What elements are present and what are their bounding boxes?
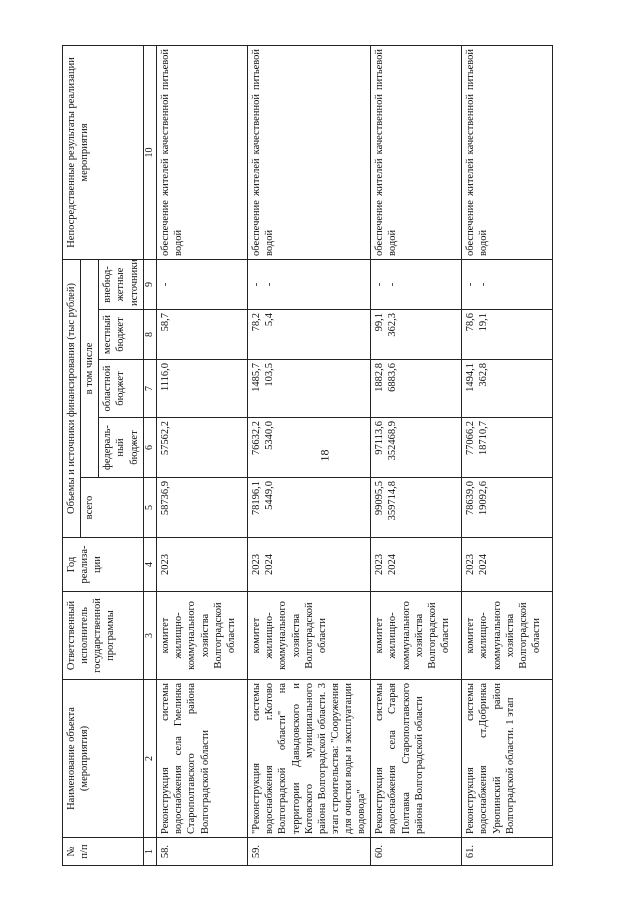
header-federal: федераль-ный бюджет bbox=[99, 418, 143, 478]
total-values bbox=[371, 478, 462, 538]
table-row bbox=[462, 45, 553, 865]
extra-budget-values bbox=[248, 259, 371, 309]
result-text: обеспечение жителей качественной питьевой водой bbox=[248, 45, 371, 259]
object-name: "Реконструкция системы водоснабжения г.Котово Волгоградской области" на территории Давыдовского и Котовского муниципального района Волгоградской области. 3 этап строительства: "Сооружения для очистки воды и эксплуатации водовода" bbox=[248, 680, 371, 838]
extra-budget-value: - bbox=[264, 282, 276, 287]
row-number: 61. bbox=[462, 838, 553, 866]
regional-value: 103,5 bbox=[264, 363, 276, 387]
regional-value: 6883,6 bbox=[387, 363, 399, 392]
federal-value: 352468,9 bbox=[387, 421, 399, 461]
regional-values bbox=[157, 360, 248, 418]
year-values bbox=[157, 538, 248, 592]
federal-values bbox=[157, 418, 248, 478]
total-value: 19092,6 bbox=[478, 481, 490, 516]
table-row bbox=[157, 45, 248, 865]
funding-table bbox=[62, 45, 553, 866]
col-index: 6 bbox=[143, 418, 157, 478]
extra-budget-value: - bbox=[251, 282, 263, 287]
header-funding: Объемы и источники финансирования (тыс рублей) bbox=[63, 259, 81, 537]
local-value: 5,4 bbox=[264, 313, 276, 327]
result-text: обеспечение жителей качественной питьевой водой bbox=[462, 45, 553, 259]
responsible-executor: комитет жилищно-коммунального хозяйства Волгоградской области bbox=[371, 592, 462, 680]
header-year: Год реализа-ции bbox=[63, 538, 144, 592]
total-values bbox=[462, 478, 553, 538]
col-index: 2 bbox=[143, 680, 157, 838]
col-index: 3 bbox=[143, 592, 157, 680]
year-values bbox=[462, 538, 553, 592]
total-value: 58736,9 bbox=[160, 481, 172, 516]
local-value: 99,1 bbox=[374, 313, 386, 332]
responsible-executor: комитет жилищно-коммунального хозяйства Волгоградской области bbox=[157, 592, 248, 680]
col-index: 10 bbox=[143, 45, 157, 259]
federal-value: 77066,2 bbox=[465, 421, 477, 456]
total-value: 99095,5 bbox=[374, 481, 386, 516]
federal-values bbox=[248, 418, 371, 478]
local-value: 362,3 bbox=[387, 313, 399, 337]
total-values bbox=[248, 478, 371, 538]
page-number: 18 bbox=[317, 449, 332, 462]
federal-value: 57562,2 bbox=[160, 421, 172, 456]
local-values bbox=[371, 310, 462, 360]
total-value: 5449,0 bbox=[264, 481, 276, 510]
extra-budget-value: - bbox=[160, 282, 172, 287]
federal-value: 76632,2 bbox=[251, 421, 263, 456]
year-value: 2023 bbox=[374, 554, 386, 575]
regional-value: 362,8 bbox=[478, 363, 490, 387]
object-name: Реконструкция системы водоснабжения села Старая Полтавка Старополтавского района Волгоградской области bbox=[371, 680, 462, 838]
header-local: местный бюджет bbox=[99, 310, 143, 360]
federal-values bbox=[371, 418, 462, 478]
column-index-row bbox=[143, 45, 157, 865]
regional-values bbox=[462, 360, 553, 418]
total-value: 359714,8 bbox=[387, 481, 399, 521]
local-value: 78,2 bbox=[251, 313, 263, 332]
year-value: 2023 bbox=[160, 554, 172, 575]
header-results: Непосредственные результаты реализации мероприятия bbox=[63, 45, 144, 259]
total-values bbox=[157, 478, 248, 538]
extra-budget-value: - bbox=[465, 282, 477, 287]
regional-value: 1485,7 bbox=[251, 363, 263, 392]
regional-values bbox=[248, 360, 371, 418]
col-index: 9 bbox=[143, 259, 157, 309]
federal-value: 5340,0 bbox=[264, 421, 276, 450]
header-name: Наименование объекта (мероприятия) bbox=[63, 680, 144, 838]
local-values bbox=[248, 310, 371, 360]
total-value: 78639,0 bbox=[465, 481, 477, 516]
year-value: 2024 bbox=[387, 554, 399, 575]
row-number: 60. bbox=[371, 838, 462, 866]
col-index: 1 bbox=[143, 838, 157, 866]
table-body bbox=[157, 45, 553, 865]
responsible-executor: комитет жилищно-коммунального хозяйства Волгоградской области bbox=[248, 592, 371, 680]
regional-values bbox=[371, 360, 462, 418]
federal-value: 97113,6 bbox=[374, 421, 386, 455]
year-value: 2024 bbox=[264, 554, 276, 575]
table-row bbox=[371, 45, 462, 865]
regional-value: 1116,0 bbox=[160, 363, 172, 392]
col-index: 8 bbox=[143, 310, 157, 360]
col-index: 7 bbox=[143, 360, 157, 418]
year-value: 2023 bbox=[251, 554, 263, 575]
year-values bbox=[371, 538, 462, 592]
extra-budget-values bbox=[157, 259, 248, 309]
header-regional: областной бюджет bbox=[99, 360, 143, 418]
year-value: 2023 bbox=[465, 554, 477, 575]
table-row bbox=[248, 45, 371, 865]
col-index: 5 bbox=[143, 478, 157, 538]
regional-value: 1882,8 bbox=[374, 363, 386, 392]
local-values bbox=[462, 310, 553, 360]
local-values bbox=[157, 310, 248, 360]
header-including: в том числе bbox=[81, 259, 99, 477]
header-executor: Ответственный исполнитель государственной программы bbox=[63, 592, 144, 680]
rotated-page bbox=[62, 46, 622, 866]
col-index: 4 bbox=[143, 538, 157, 592]
result-text: обеспечение жителей качественной питьевой водой bbox=[371, 45, 462, 259]
object-name: Реконструкция системы водоснабжения ст.Добринка Урюпинский район Волгоградской области. 1 этап bbox=[462, 680, 553, 838]
year-values bbox=[248, 538, 371, 592]
local-value: 78,6 bbox=[465, 313, 477, 332]
extra-budget-values bbox=[462, 259, 553, 309]
federal-values bbox=[462, 418, 553, 478]
extra-budget-value: - bbox=[387, 282, 399, 287]
extra-budget-values bbox=[371, 259, 462, 309]
header-total: всего bbox=[81, 478, 144, 538]
local-value: 19,1 bbox=[478, 313, 490, 332]
federal-value: 18710,7 bbox=[478, 421, 490, 456]
local-value: 58,7 bbox=[160, 313, 172, 332]
header-extra: внебюд-жетные источники bbox=[99, 259, 143, 309]
row-number: 58. bbox=[157, 838, 248, 866]
object-name: Реконструкция системы водоснабжения села Гмелинка Старополтавского района Волгоградской области bbox=[157, 680, 248, 838]
result-text: обеспечение жителей качественной питьевой водой bbox=[157, 45, 248, 259]
regional-value: 1494,1 bbox=[465, 363, 477, 392]
row-number: 59. bbox=[248, 838, 371, 866]
extra-budget-value: - bbox=[478, 282, 490, 287]
extra-budget-value: - bbox=[374, 282, 386, 287]
total-value: 78196,1 bbox=[251, 481, 263, 516]
year-value: 2024 bbox=[478, 554, 490, 575]
responsible-executor: комитет жилищно-коммунального хозяйства Волгоградской области bbox=[462, 592, 553, 680]
header-num: № п/п bbox=[63, 838, 144, 866]
